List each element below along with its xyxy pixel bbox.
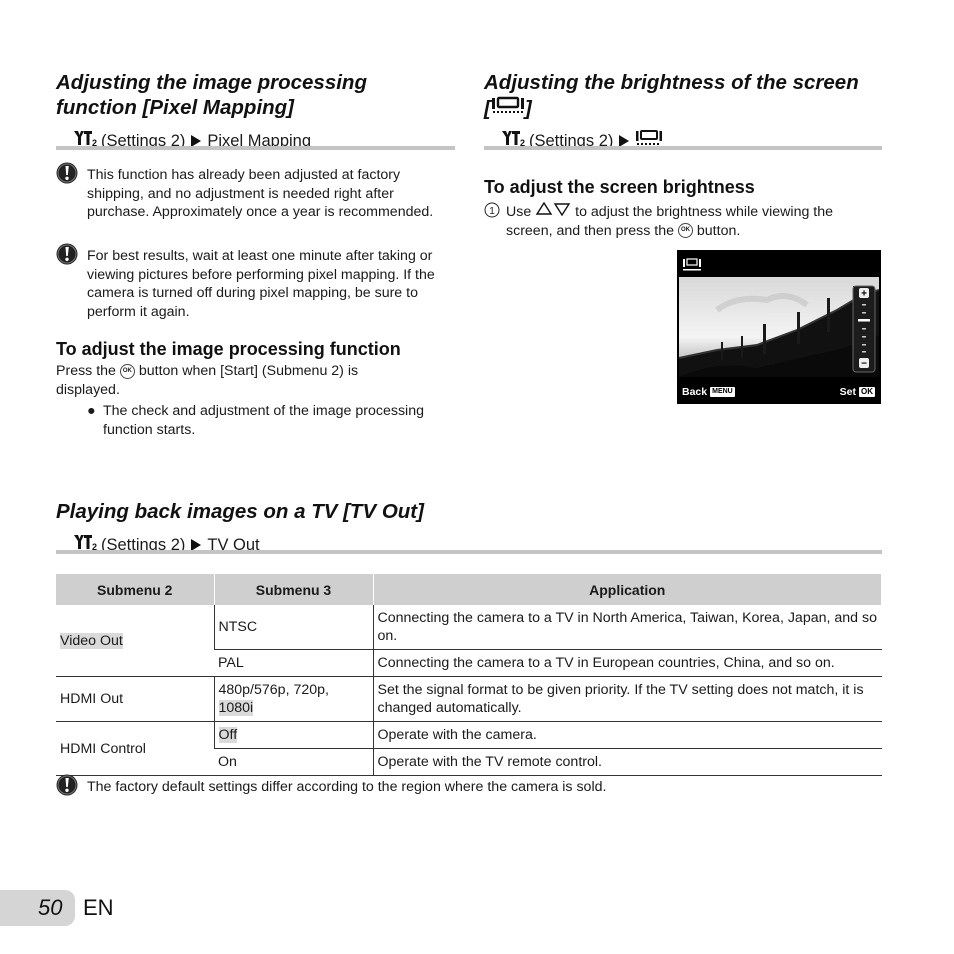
brightness-title: [484, 70, 904, 121]
table-cell-submenu2: [56, 605, 214, 677]
ok-button-icon: OK: [678, 223, 693, 238]
instruction-text-end: button when [Start] (Submenu 2) is displayed.: [56, 363, 359, 398]
default-value-highlight: Off: [218, 727, 238, 743]
arrow-right-icon: [191, 539, 201, 551]
table-row: [56, 605, 882, 650]
menu-button-icon: MENU: [712, 388, 733, 395]
bracket-close: ]: [524, 96, 532, 120]
step-text: [506, 202, 874, 240]
svg-text:−: −: [861, 358, 867, 370]
table-header-cell: Submenu 3: [214, 574, 373, 605]
svg-text:2: 2: [92, 542, 97, 551]
up-down-arrows-icon: [535, 204, 575, 220]
bracket-open: [: [484, 96, 491, 120]
camera-screen-image: [677, 250, 881, 404]
pixel-mapping-note-2: For best results, wait at least one minute after taking or viewing pictures before performing pixel mapping. If the camera is turned off during pixel mapping, be sure to perform it again.: [87, 248, 435, 320]
arrow-right-icon: [619, 135, 629, 147]
svg-text:+: +: [861, 288, 867, 300]
path-settings-label: (Settings 2): [101, 131, 186, 150]
brightness-subtitle: To adjust the screen brightness: [484, 177, 755, 197]
table-cell-submenu3: NTSC: [214, 605, 373, 650]
table-row: [56, 677, 882, 722]
table-cell-application: Operate with the camera.: [373, 722, 882, 749]
pixel-mapping-title: [56, 70, 456, 120]
page-number: 50: [38, 895, 63, 920]
table-cell-application: Set the signal format to be given priority. If the TV setting does not match, it is changed automatically.: [373, 677, 882, 722]
pixel-mapping-note-1: This function has already been adjusted at factory shipping, and no adjustment is needed right after purchase. Approximately once a year is recommended.: [87, 167, 434, 220]
tv-out-note: The factory default settings differ according to the region where the camera is sold.: [87, 779, 607, 795]
tv-out-table: [56, 574, 882, 776]
path-item-label: TV Out: [207, 535, 260, 554]
step-use-label: Use: [506, 204, 532, 220]
ok-button-icon: OK: [120, 364, 135, 379]
svg-text:2: 2: [92, 138, 97, 147]
language-label: EN: [83, 895, 114, 920]
table-cell-application: Connecting the camera to a TV in European countries, China, and so on.: [373, 650, 882, 677]
pixel-mapping-title-line2: function [Pixel Mapping]: [56, 96, 295, 119]
path-item-label: Pixel Mapping: [207, 131, 312, 150]
tv-out-title: Playing back images on a TV [TV Out]: [56, 500, 424, 523]
svg-text:2: 2: [520, 138, 525, 147]
camera-screen-preview: [677, 250, 881, 404]
table-header-cell: Application: [373, 574, 882, 605]
brightness-title-line1: Adjusting the brightness of the screen: [484, 71, 859, 94]
format-options-line1: 480p/576p, 720p,: [218, 682, 329, 698]
section-rule: [56, 146, 455, 150]
table-cell-application: Connecting the camera to a TV in North America, Taiwan, Korea, Japan, and so on.: [373, 605, 882, 650]
pixel-mapping-title-line1: Adjusting the image processing: [56, 71, 367, 94]
caution-icon: [56, 162, 78, 184]
table-cell-submenu3: [214, 722, 373, 749]
brightness-step-1: [484, 202, 874, 240]
section-rule: [56, 550, 882, 554]
screen-brightness-icon: [491, 95, 525, 121]
pixel-mapping-subtitle: To adjust the image processing function: [56, 339, 401, 359]
bullet-text: The check and adjustment of the image processing function starts.: [103, 403, 424, 438]
table-cell-submenu3: On: [214, 749, 373, 776]
default-value-highlight: Video Out: [60, 632, 123, 649]
pixel-mapping-instruction: [56, 362, 416, 399]
path-settings-label: (Settings 2): [529, 131, 614, 150]
instruction-text-start: Press the: [56, 363, 116, 379]
table-row: [56, 722, 882, 749]
brightness-title-line2: [484, 95, 904, 121]
table-cell-submenu2: HDMI Out: [56, 677, 214, 722]
caution-icon: [56, 243, 78, 265]
caution-icon: [56, 774, 78, 796]
table-cell-submenu3: PAL: [214, 650, 373, 677]
screen-back-label: [682, 386, 735, 398]
screen-back-text: Back: [682, 386, 708, 398]
section-rule: [484, 146, 882, 150]
path-settings-label: (Settings 2): [101, 535, 186, 554]
table-header-cell: Submenu 2: [56, 574, 214, 605]
table-cell-application: Operate with the TV remote control.: [373, 749, 882, 776]
arrow-right-icon: [191, 135, 201, 147]
step-number-icon: [484, 202, 506, 240]
bullet-icon: ●: [87, 403, 96, 419]
screen-set-label: [840, 386, 875, 398]
table-header-row: [56, 574, 882, 605]
default-value-highlight: 1080i: [218, 700, 254, 716]
table-cell-submenu3: [214, 677, 373, 722]
step-rest-label: to adjust the brightness while viewing the screen, and then press the: [506, 204, 834, 239]
screen-set-text: Set: [839, 386, 856, 398]
svg-text:1: 1: [489, 206, 495, 217]
table-cell-submenu2: HDMI Control: [56, 722, 214, 776]
pixel-mapping-bullet: [87, 402, 457, 439]
step-end-label: button.: [696, 222, 741, 239]
ok-button-icon: OK: [861, 387, 873, 396]
